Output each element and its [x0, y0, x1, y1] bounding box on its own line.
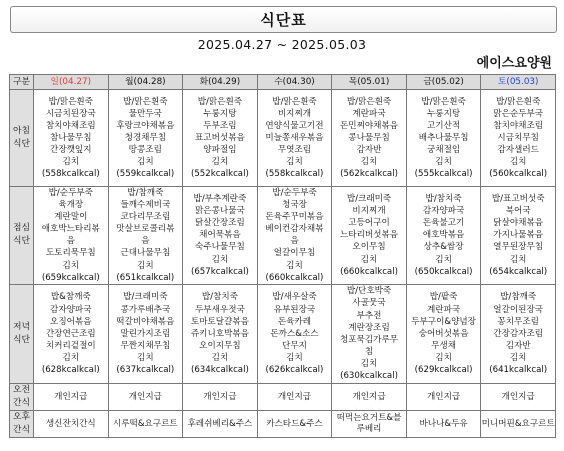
menu-item: 고기산적	[426, 120, 461, 131]
row-label-line: 간식	[13, 397, 30, 408]
menu-item: (657kcalkcal)	[190, 266, 249, 277]
menu-item: 연양식물고기전	[265, 120, 324, 131]
menu-item: 김치	[435, 352, 452, 363]
menu-item: 북어국	[505, 206, 531, 217]
menu-item: (552kcalkcal)	[190, 169, 249, 180]
menu-item: 감자샐러드	[497, 145, 539, 156]
menu-item: 후랑크야채볶음	[116, 120, 175, 131]
menu-item: 부추전	[356, 310, 382, 321]
menu-item: 김치	[360, 254, 378, 265]
row-label-afternoon-snack	[10, 410, 34, 437]
menu-item: 맑은순두부국	[493, 108, 544, 119]
day-header-row	[10, 75, 556, 90]
row-label-line: 오전	[13, 384, 30, 395]
menu-cell-lunch-wed	[257, 187, 332, 285]
menu-cell-breakfast-fri	[406, 90, 481, 187]
menu-item: 근대나물무침	[120, 248, 171, 259]
day-header-mon: 월(04.28)	[108, 75, 183, 90]
menu-item: 돈육불고기	[422, 218, 465, 229]
menu-cell-morning-snack-sat: 개인지급	[481, 383, 556, 410]
menu-item: 김치	[137, 260, 154, 271]
menu-cell-breakfast-tue	[183, 90, 258, 187]
menu-item: 계란장조림	[348, 322, 390, 333]
menu-item: 시금치무침	[497, 132, 539, 143]
menu-item: 김치	[509, 254, 527, 265]
menu-cell-dinner-thu	[332, 284, 407, 383]
meal-row-morning-snack	[10, 383, 556, 410]
menu-item: 김치	[62, 260, 80, 271]
menu-cell-dinner-sun	[34, 284, 109, 383]
menu-item: 밥/맑은흰죽	[48, 96, 93, 107]
menu-item: 밥/새우살죽	[272, 292, 317, 303]
menu-cell-lunch-mon	[108, 187, 183, 285]
menu-item: 청포묵김가루무	[339, 334, 399, 345]
menu-item: (558kcalkcal)	[265, 169, 324, 180]
facility-name: 에이스요양원	[476, 56, 552, 71]
menu-item: (651kcalkcal)	[116, 272, 175, 283]
menu-item: 김치	[286, 157, 303, 168]
menu-cell-breakfast-sun	[34, 90, 109, 187]
menu-item: 김치	[435, 157, 452, 168]
menu-item: 애호박볶음	[422, 230, 465, 241]
menu-item: 오이무침	[352, 242, 386, 253]
menu-item: 느타리버섯볶음	[339, 230, 399, 241]
menu-cell-lunch-sat	[481, 187, 556, 285]
menu-cell-morning-snack-mon: 개인지급	[108, 383, 183, 410]
meal-table	[9, 74, 556, 438]
menu-item: 청국장	[282, 200, 307, 211]
meal-table-body	[10, 90, 556, 438]
menu-cell-breakfast-sat	[481, 90, 556, 187]
menu-item: 유부된장국	[273, 304, 316, 315]
menu-item: (634kcalkcal)	[190, 364, 249, 375]
row-label-line: 오후	[13, 411, 30, 422]
row-label-line: 점심	[13, 223, 30, 234]
menu-item: 밥/맑은흰죽	[421, 96, 466, 107]
menu-item: 음	[141, 236, 150, 247]
menu-item: 김치	[360, 358, 378, 369]
menu-item: 맑은콩나물국	[195, 206, 245, 217]
menu-item: 오징어볶음	[50, 316, 92, 327]
menu-item: (659kcalkcal)	[41, 272, 100, 283]
menu-item: 무엿조림	[277, 145, 312, 156]
menu-item: 누룽지탕	[426, 108, 461, 119]
menu-item: 감자반	[356, 145, 382, 156]
menu-item: 가지나물볶음	[493, 230, 544, 241]
row-label-line: 저녁	[13, 321, 30, 332]
menu-item: 돈민찌야채볶음	[339, 120, 399, 131]
menu-item: 감자양파국	[422, 206, 465, 217]
menu-item: 배추나물무침	[418, 132, 469, 143]
meal-row-afternoon-snack	[10, 410, 556, 437]
menu-item: 김치	[137, 157, 154, 168]
menu-item: (637kcalkcal)	[116, 364, 175, 375]
day-header-wed: 수(04.30)	[257, 75, 332, 90]
menu-item: 무짠지채무침	[120, 340, 171, 351]
menu-item: 땅콩조림	[128, 145, 162, 156]
row-label-line: 간식	[13, 424, 30, 435]
menu-item: 김치	[286, 260, 303, 271]
menu-item: (630kcalkcal)	[340, 371, 398, 382]
menu-item: 미늘쫑새우볶음	[265, 132, 324, 143]
menu-item: 감자양파국	[50, 304, 92, 315]
menu-item: 밥/순두부죽	[48, 188, 93, 198]
menu-item: (558kcalkcal)	[41, 169, 100, 180]
menu-item: (629kcalkcal)	[414, 364, 473, 375]
menu-item: (626kcalkcal)	[265, 364, 324, 375]
menu-item: 육개장	[58, 200, 84, 211]
day-header-sat: 토(05.03)	[481, 75, 556, 90]
menu-item: (660kcalkcal)	[265, 272, 324, 283]
menu-item: 밥/부추계란죽	[193, 194, 247, 205]
menu-item: 밥/맑은흰죽	[346, 96, 392, 107]
menu-cell-lunch-thu	[332, 187, 407, 285]
menu-item: 치커리겉절이	[45, 340, 96, 351]
menu-item: 시금치된장국	[45, 108, 96, 119]
menu-item: 김치	[211, 352, 229, 363]
row-label-line: 식단	[13, 236, 30, 247]
menu-item: 누룽지탕	[203, 108, 237, 119]
menu-item: 간장깻잎지	[50, 145, 92, 156]
menu-item: 참나물무침	[50, 132, 92, 143]
row-label-lunch	[10, 187, 34, 285]
menu-cell-lunch-fri	[406, 187, 481, 285]
menu-item: 돈육주꾸미볶음	[265, 212, 324, 223]
menu-cell-dinner-wed	[257, 284, 332, 383]
menu-item: (560kcalkcal)	[489, 169, 548, 180]
menu-item: (559kcalkcal)	[116, 169, 175, 180]
menu-item: 김치	[62, 352, 80, 363]
menu-item: (555kcalkcal)	[414, 169, 473, 180]
menu-cell-afternoon-snack-tue: 후레쉬베리&주스	[183, 410, 258, 437]
menu-item: 숙주나물무침	[195, 242, 245, 253]
menu-item: 두부조림	[203, 120, 237, 131]
menu-item: 김치	[211, 254, 229, 265]
menu-item: 밥/크래미죽	[346, 194, 392, 205]
menu-item: 김치	[211, 157, 229, 168]
menu-item: (660kcalkcal)	[340, 266, 398, 277]
row-label-breakfast	[10, 90, 34, 187]
menu-item: 양파절임	[203, 145, 237, 156]
menu-cell-morning-snack-wed: 개인지급	[257, 383, 332, 410]
menu-cell-morning-snack-thu: 개인지급	[332, 383, 407, 410]
menu-item: 침	[364, 346, 374, 357]
menu-item: 김치	[509, 157, 527, 168]
menu-item: 돈육카레	[277, 316, 312, 327]
menu-cell-afternoon-snack-fri: 바나나&두유	[406, 410, 481, 437]
menu-item: 닭살간장조림	[195, 218, 245, 229]
meal-row-breakfast	[10, 90, 556, 187]
menu-item: 김치	[62, 157, 80, 168]
menu-cell-breakfast-mon	[108, 90, 183, 187]
menu-item: 열무된장무침	[493, 242, 544, 253]
menu-cell-afternoon-snack-thu: 떠먹는요거트&블루베리	[332, 410, 407, 437]
menu-item: 꽁치무조림	[497, 316, 539, 327]
menu-cell-dinner-fri	[406, 284, 481, 383]
menu-item: 애호박느타리볶	[41, 224, 100, 235]
menu-cell-afternoon-snack-mon: 시루떡&요구르트	[108, 410, 183, 437]
menu-item: 비지찌개	[352, 206, 386, 217]
menu-item: 계란파국	[352, 108, 386, 119]
menu-item: 청경채무침	[124, 132, 167, 143]
menu-item: 사골뭇국	[352, 298, 386, 309]
menu-item: 김자반	[505, 340, 531, 351]
menu-item: 김치	[435, 254, 452, 265]
menu-item: 떡갈비야채볶음	[116, 316, 175, 327]
menu-item: 상추&쌈장	[423, 242, 464, 253]
menu-item: 계란파국	[426, 304, 461, 315]
menu-cell-lunch-sun	[34, 187, 109, 285]
meal-row-dinner	[10, 284, 556, 383]
day-header-thu: 목(05.01)	[332, 75, 407, 90]
menu-item: 밥/맑은흰죽	[123, 96, 168, 107]
menu-item: 참치야채조림	[493, 120, 544, 131]
menu-item: 김치	[286, 352, 303, 363]
menu-cell-morning-snack-sun: 개인지급	[34, 383, 109, 410]
menu-item: (641kcalkcal)	[489, 364, 548, 375]
menu-cell-dinner-sat	[481, 284, 556, 383]
menu-item: 밥/팥죽	[429, 292, 458, 303]
menu-item: 물만두국	[128, 108, 162, 119]
menu-item: 들깨수제비국	[120, 200, 171, 211]
menu-item: 돈까스&소스	[270, 328, 319, 339]
row-label-morning-snack	[10, 383, 34, 410]
menu-item: 밥/참치죽	[425, 194, 462, 205]
menu-item: 표고버섯볶음	[195, 132, 245, 143]
menu-item: 단무지	[282, 340, 307, 351]
menu-cell-morning-snack-fri: 개인지급	[406, 383, 481, 410]
menu-item: 간장감자조림	[493, 328, 544, 339]
menu-item: 두부구이&양념장	[411, 316, 476, 327]
menu-item: 김치	[360, 157, 378, 168]
meal-row-lunch	[10, 187, 556, 285]
menu-cell-afternoon-snack-sun: 생신잔치간식	[34, 410, 109, 437]
menu-item: 밥/맑은흰죽	[272, 96, 317, 107]
menu-cell-dinner-mon	[108, 284, 183, 383]
menu-item: 밥&참깨죽	[50, 292, 91, 303]
menu-item: 도토리묵무침	[45, 248, 96, 259]
page-title: 식단표	[260, 11, 307, 29]
day-header-sun: 일(04.27)	[34, 75, 109, 90]
menu-cell-lunch-tue	[183, 187, 258, 285]
menu-item: 콩나물무침	[348, 132, 390, 143]
menu-item: 밥/맑은흰죽	[495, 96, 541, 107]
row-label-line: 식단	[13, 139, 30, 149]
menu-cell-breakfast-thu	[332, 90, 407, 187]
menu-title-box	[10, 6, 557, 33]
menu-item: 콩가루배추국	[120, 304, 171, 315]
day-header-fri: 금(05.02)	[406, 75, 481, 90]
date-range: 2025.04.27 ~ 2025.05.03	[197, 37, 367, 52]
menu-item: 참치야채조림	[45, 120, 96, 131]
menu-cell-breakfast-wed	[257, 90, 332, 187]
menu-item: 토마토달걀볶음	[190, 316, 249, 327]
menu-item: 김치	[509, 352, 527, 363]
menu-item: 밥/참치죽	[201, 292, 238, 303]
menu-item: 오이지무침	[199, 340, 241, 351]
menu-item: 계란말이	[54, 212, 88, 223]
menu-item: 말린가지조림	[120, 328, 171, 339]
menu-item: (654kcalkcal)	[489, 266, 548, 277]
menu-item: 밥/크래미죽	[123, 292, 168, 303]
menu-item: 김치	[137, 352, 154, 363]
menu-item: 간장연근조림	[45, 328, 96, 339]
menu-item: 고등어구이	[348, 218, 390, 229]
menu-item: (562kcalkcal)	[340, 169, 398, 180]
day-header-tue: 화(04.29)	[183, 75, 258, 90]
menu-item: 얼갈이무침	[273, 248, 316, 259]
menu-item: 비지찌개	[277, 108, 312, 119]
corner-header: 구분	[10, 75, 34, 90]
menu-item: 코다리무조림	[120, 212, 171, 223]
menu-cell-afternoon-snack-wed: 카스타드&주스	[257, 410, 332, 437]
row-label-line: 아침	[13, 126, 30, 136]
menu-item: 얼갈이된장국	[493, 304, 544, 315]
menu-item: 밥/표고버섯죽	[491, 194, 545, 205]
menu-item: 밥/순두부죽	[272, 188, 317, 198]
menu-item: 두부새우젓국	[195, 304, 245, 315]
menu-item: 맛살브로콜리볶	[116, 224, 175, 235]
menu-item: (628kcalkcal)	[41, 364, 100, 375]
row-label-dinner	[10, 284, 34, 383]
menu-item: 쥬키니호박볶음	[190, 328, 249, 339]
menu-item: 궁채절임	[426, 145, 461, 156]
menu-cell-morning-snack-tue: 개인지급	[183, 383, 258, 410]
menu-item: 닭살야채볶음	[493, 218, 544, 229]
menu-item: 음	[66, 236, 75, 247]
menu-cell-afternoon-snack-sat: 미니머핀&요구르트	[481, 410, 556, 437]
menu-item: 밥/단호박죽	[346, 286, 392, 297]
menu-item: 베이컨감자채볶	[265, 224, 324, 235]
menu-item: 밥/맑은흰죽	[197, 96, 243, 107]
menu-cell-dinner-tue	[183, 284, 258, 383]
menu-item: (650kcalkcal)	[414, 266, 473, 277]
menu-item: 밥/참깨죽	[127, 188, 164, 198]
menu-item: 밥/참깨죽	[500, 292, 537, 303]
menu-item: 채어묵볶음	[199, 230, 241, 241]
menu-item: 숭어버섯볶음	[418, 328, 469, 339]
row-label-line: 식단	[13, 334, 30, 345]
menu-item: 무생채	[431, 340, 457, 351]
menu-item: 음	[290, 236, 299, 247]
